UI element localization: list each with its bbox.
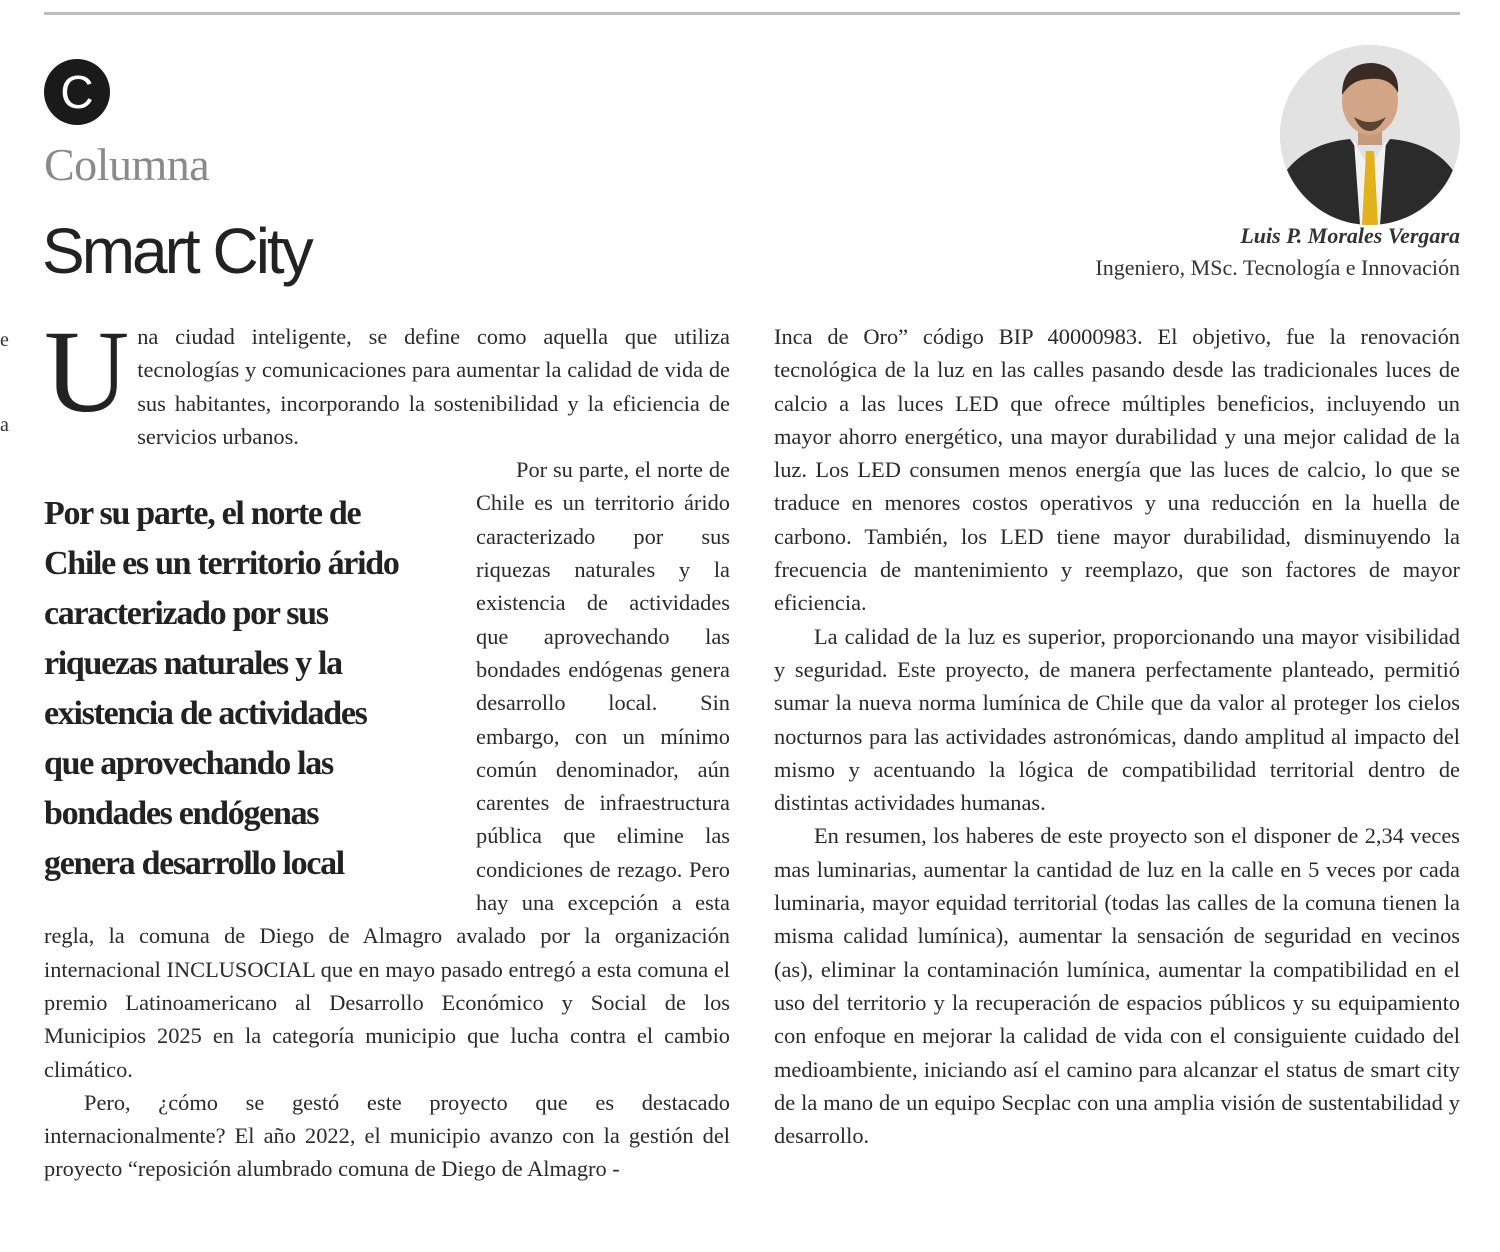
article-paragraph: Inca de Oro” código BIP 40000983. El objetivo, fue la renovación tecnológica de la luz en las calles pasando desde las tradicionales luces de calcio a las luces LED que ofrece múltiples beneficios, incluyendo un mayor ahorro energético, una mayor durabilidad y una mejor calidad de la luz. Los LED consumen menos energía que las luces de calcio, lo que se traduce en menores costos operativos y una reducción en la huella de carbono. También, los LED tiene mayor durabilidad, disminuyendo la frecuencia de mantenimiento y reemplazo, que son factores de mayor eficiencia.	[774, 324, 1460, 616]
top-rule	[44, 12, 1460, 15]
section-label: Columna	[44, 139, 210, 190]
pull-quote-line: que aprovechando las	[44, 745, 333, 783]
article-paragraph: En resumen, los haberes de este proyecto son el disponer de 2,34 veces mas luminarias, aumentar la cantidad de luz en la calle en 5 veces por cada luminaria, mayor equidad territorial (todas las calles de la comuna tienen la misma calidad lumínica), aumentar la sensación de seguridad en vecinos (as), eliminar la contaminación lumínica, aumentar la compatibilidad en el uso del territorio y la recuperación de espacios públicos y su equipamiento con enfoque en mejorar la calidad de vida con el consiguiente cuidado del medioambiente, iniciando así el camino para alcanzar el status de smart city de la mano de un equipo Secplac con una amplia visión de sustentabilidad y desarrollo.	[774, 823, 1460, 1149]
margin-fragment: a	[0, 414, 9, 436]
margin-fragments	[0, 170, 10, 1070]
pull-quote-line: existencia de actividades	[44, 695, 367, 733]
author-portrait	[1280, 45, 1460, 225]
pull-quote-line: bondades endógenas	[44, 795, 319, 833]
pull-quote	[44, 453, 456, 889]
pull-quote-line: riquezas naturales y la	[44, 645, 342, 683]
author-portrait-icon	[1280, 45, 1460, 225]
pull-quote-line: genera desarrollo local	[44, 845, 344, 883]
pull-quote-line: caracterizado por sus	[44, 595, 328, 633]
article-right-column	[774, 320, 1460, 1152]
author-name: Luis P. Morales Vergara	[1240, 223, 1460, 248]
article-paragraph: Pero, ¿cómo se gestó este proyecto que es destacado internacionalmente? El año 2022, el municipio avanzo con la gestión del proyecto “reposición alumbrado comuna de Diego de Almagro -	[44, 1089, 730, 1182]
article-left-column	[44, 306, 730, 1186]
pull-quote-line: Por su parte, el norte de	[44, 495, 361, 533]
paragraph-text: na ciudad inteligente, se define como aquella que utiliza tecnologías y comunicaciones para aumentar la calidad de vida de sus habitantes, incorporando la sostenibilidad y la eficiencia de servicios urbanos.	[137, 324, 730, 449]
column-badge: C	[44, 59, 110, 125]
pull-quote-line: Chile es un territorio árido	[44, 545, 399, 583]
article-paragraph: Por su parte, el norte de Chile es un territorio árido caracterizado por sus riquezas naturales y la existencia de actividades que aprovechando las bondades endógenas genera desarrollo local. Sin embargo, con un mínimo común denominador, aún carentes de infraestructura pública que elimine las condiciones de rezago. Pero hay una excepción a esta regla, la comuna de Diego de Almagro avalado por la organización internacional INCLUSOCIAL que en mayo pasado entregó a esta comuna el premio Latinoamericano al Desarrollo Económico y Social de los Municipios 2025 en la categoría municipio que lucha contra el cambio climático.	[44, 457, 730, 1082]
article-paragraph	[44, 306, 730, 453]
author-role: Ingeniero, MSc. Tecnología e Innovación	[1095, 255, 1460, 280]
article-paragraph: La calidad de la luz es superior, proporcionando una mayor visibilidad y seguridad. Este proyecto, de manera perfectamente planteado, permitió sumar la nueva norma lumínica de Chile que da valor al proteger los cielos nocturnos para las actividades astronómicas, dando amplitud al impacto del mismo y acentuando la lógica de compatibilidad territorial dentro de distintas actividades humanas.	[774, 623, 1460, 816]
margin-fragment: e	[0, 329, 9, 351]
article-title: Smart City	[42, 215, 311, 287]
drop-cap: U	[44, 306, 130, 437]
